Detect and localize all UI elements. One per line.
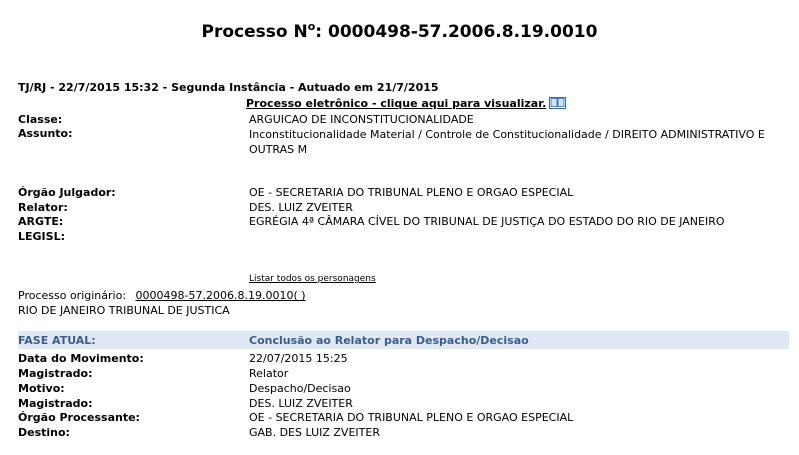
movement-value-magistrado-2: DES. LUIZ ZVEITER — [249, 397, 353, 410]
movement-label-destino: Destino: — [18, 426, 70, 439]
movement-label-date: Data do Movimento: — [18, 352, 144, 365]
field-value-orgao-julgador: OE - SECRETARIA DO TRIBUNAL PLENO E ORGAO ESPECIAL — [249, 186, 574, 199]
movement-label-magistrado: Magistrado: — [18, 367, 93, 380]
process-info-line: TJ/RJ - 22/7/2015 15:32 - Segunda Instância - Autuado em 21/7/2015 — [18, 81, 439, 94]
field-value-assunto: Inconstitucionalidade Material / Controle de Constitucionalidade / DIREITO ADMINISTRATIVO E OUTRAS M — [249, 128, 765, 156]
movement-value-motivo: Despacho/Decisao — [249, 382, 351, 395]
movement-label-orgao-processante: Órgão Processante: — [18, 411, 140, 424]
electronic-process-link[interactable]: Processo eletrônico - clique aqui para visualizar. — [246, 97, 547, 110]
movement-value-magistrado: Relator — [249, 367, 289, 380]
origin-process-link[interactable]: 0000498-57.2006.8.19.0010( ) — [135, 289, 306, 302]
origin-process-label: Processo originário: — [18, 289, 127, 302]
page-title: Processo $N^o$: 0000498-57.2006.8.19.0010 — [201, 20, 598, 42]
current-phase-value: Conclusão ao Relator para Despacho/Decisao — [249, 334, 529, 347]
field-label-argte: ARGTE: — [18, 215, 64, 228]
movement-value-date: 22/07/2015 15:25 — [249, 352, 348, 365]
field-label-assunto: Assunto: — [18, 127, 73, 140]
field-label-orgao-julgador: Órgão Julgador: — [18, 186, 116, 199]
origin-process-row — [18, 289, 306, 302]
field-label-relator: Relator: — [18, 201, 68, 214]
movement-label-motivo: Motivo: — [18, 382, 65, 395]
field-value-relator: DES. LUIZ ZVEITER — [249, 201, 353, 214]
movement-value-orgao-processante: OE - SECRETARIA DO TRIBUNAL PLENO E ORGAO ESPECIAL — [249, 411, 574, 424]
movement-value-destino: GAB. DES LUIZ ZVEITER — [249, 426, 380, 439]
current-phase-label: FASE ATUAL: — [18, 334, 96, 347]
book-icon[interactable] — [549, 96, 566, 112]
field-value-classe: ARGUICAO DE INCONSTITUCIONALIDADE — [249, 113, 474, 126]
movement-label-magistrado-2: Magistrado: — [18, 397, 93, 410]
list-personagens-link[interactable]: Listar todos os personagens — [249, 274, 376, 284]
origin-court: RIO DE JANEIRO TRIBUNAL DE JUSTICA — [18, 304, 230, 317]
electronic-process-link-wrap[interactable] — [246, 96, 566, 112]
field-label-classe: Classe: — [18, 113, 63, 126]
field-label-legisl: LEGISL: — [18, 230, 65, 243]
field-value-argte: EGRÉGIA 4ª CÂMARA CÍVEL DO TRIBUNAL DE JUSTIÇA DO ESTADO DO RIO DE JANEIRO — [249, 215, 725, 228]
